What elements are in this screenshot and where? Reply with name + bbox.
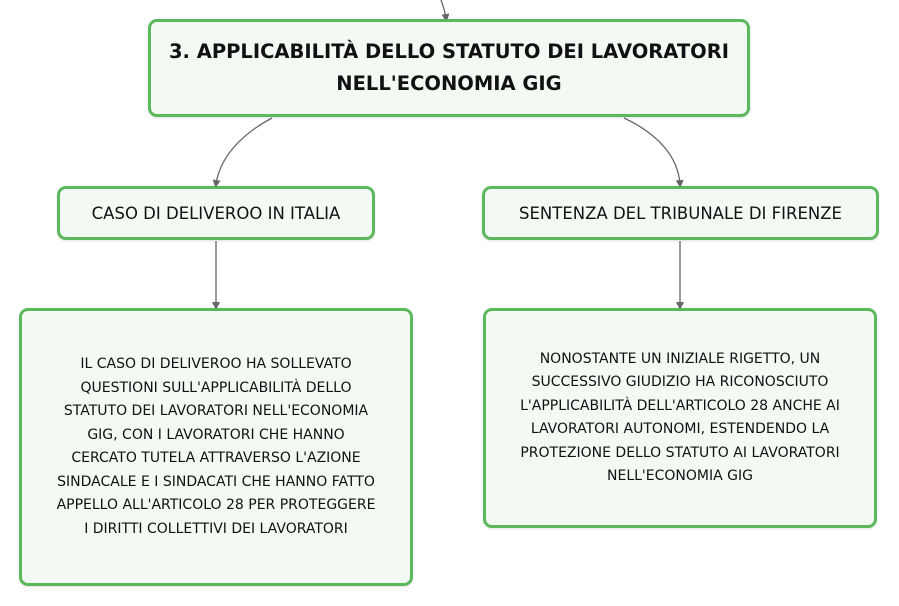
detail-node-tribunale-firenze-text: NONOSTANTE UN INIZIALE RIGETTO, UN SUCCESSIVO GIUDIZIO HA RICONOSCIUTO L'APPLICABILITÀ DELL'ARTICOLO 28 ANCHE AI LAVORATORI AUTONOMI, ESTENDENDO LA PROTEZIONE DELLO STATUTO AI LAVORATORI NELL'ECONOMIA GIG xyxy=(520,350,840,484)
branch-node-tribunale-firenze-title: SENTENZA DEL TRIBUNALE DI FIRENZE xyxy=(519,203,842,223)
connector-root-to-left-branch xyxy=(216,118,272,184)
detail-node-tribunale-firenze[interactable] xyxy=(483,308,877,528)
detail-node-deliveroo-text: IL CASO DI DELIVEROO HA SOLLEVATO QUESTIONI SULL'APPLICABILITÀ DELLO STATUTO DEI LAVORATORI NELL'ECONOMIA GIG, CON I LAVORATORI CHE HANNO CERCATO TUTELA ATTRAVERSO L'AZIONE SINDACALE E I SINDACATI CHE HANNO FATTO APPELLO ALL'ARTICOLO 28 PER PROTEGGERE I DIRITTI COLLETTIVI DEI LAVORATORI xyxy=(56,356,376,537)
branch-node-deliveroo[interactable] xyxy=(57,186,375,240)
connector-incoming-root xyxy=(441,0,446,18)
branch-node-tribunale-firenze[interactable] xyxy=(482,186,879,240)
branch-node-deliveroo-title: CASO DI DELIVEROO IN ITALIA xyxy=(91,203,341,223)
connector-root-to-right-branch xyxy=(624,118,680,184)
root-node-text: 3. APPLICABILITÀ DELLO STATUTO DEI LAVORATORI NELL'ECONOMIA GIG xyxy=(168,40,730,95)
detail-node-deliveroo[interactable] xyxy=(19,308,413,586)
root-node[interactable] xyxy=(148,19,750,117)
